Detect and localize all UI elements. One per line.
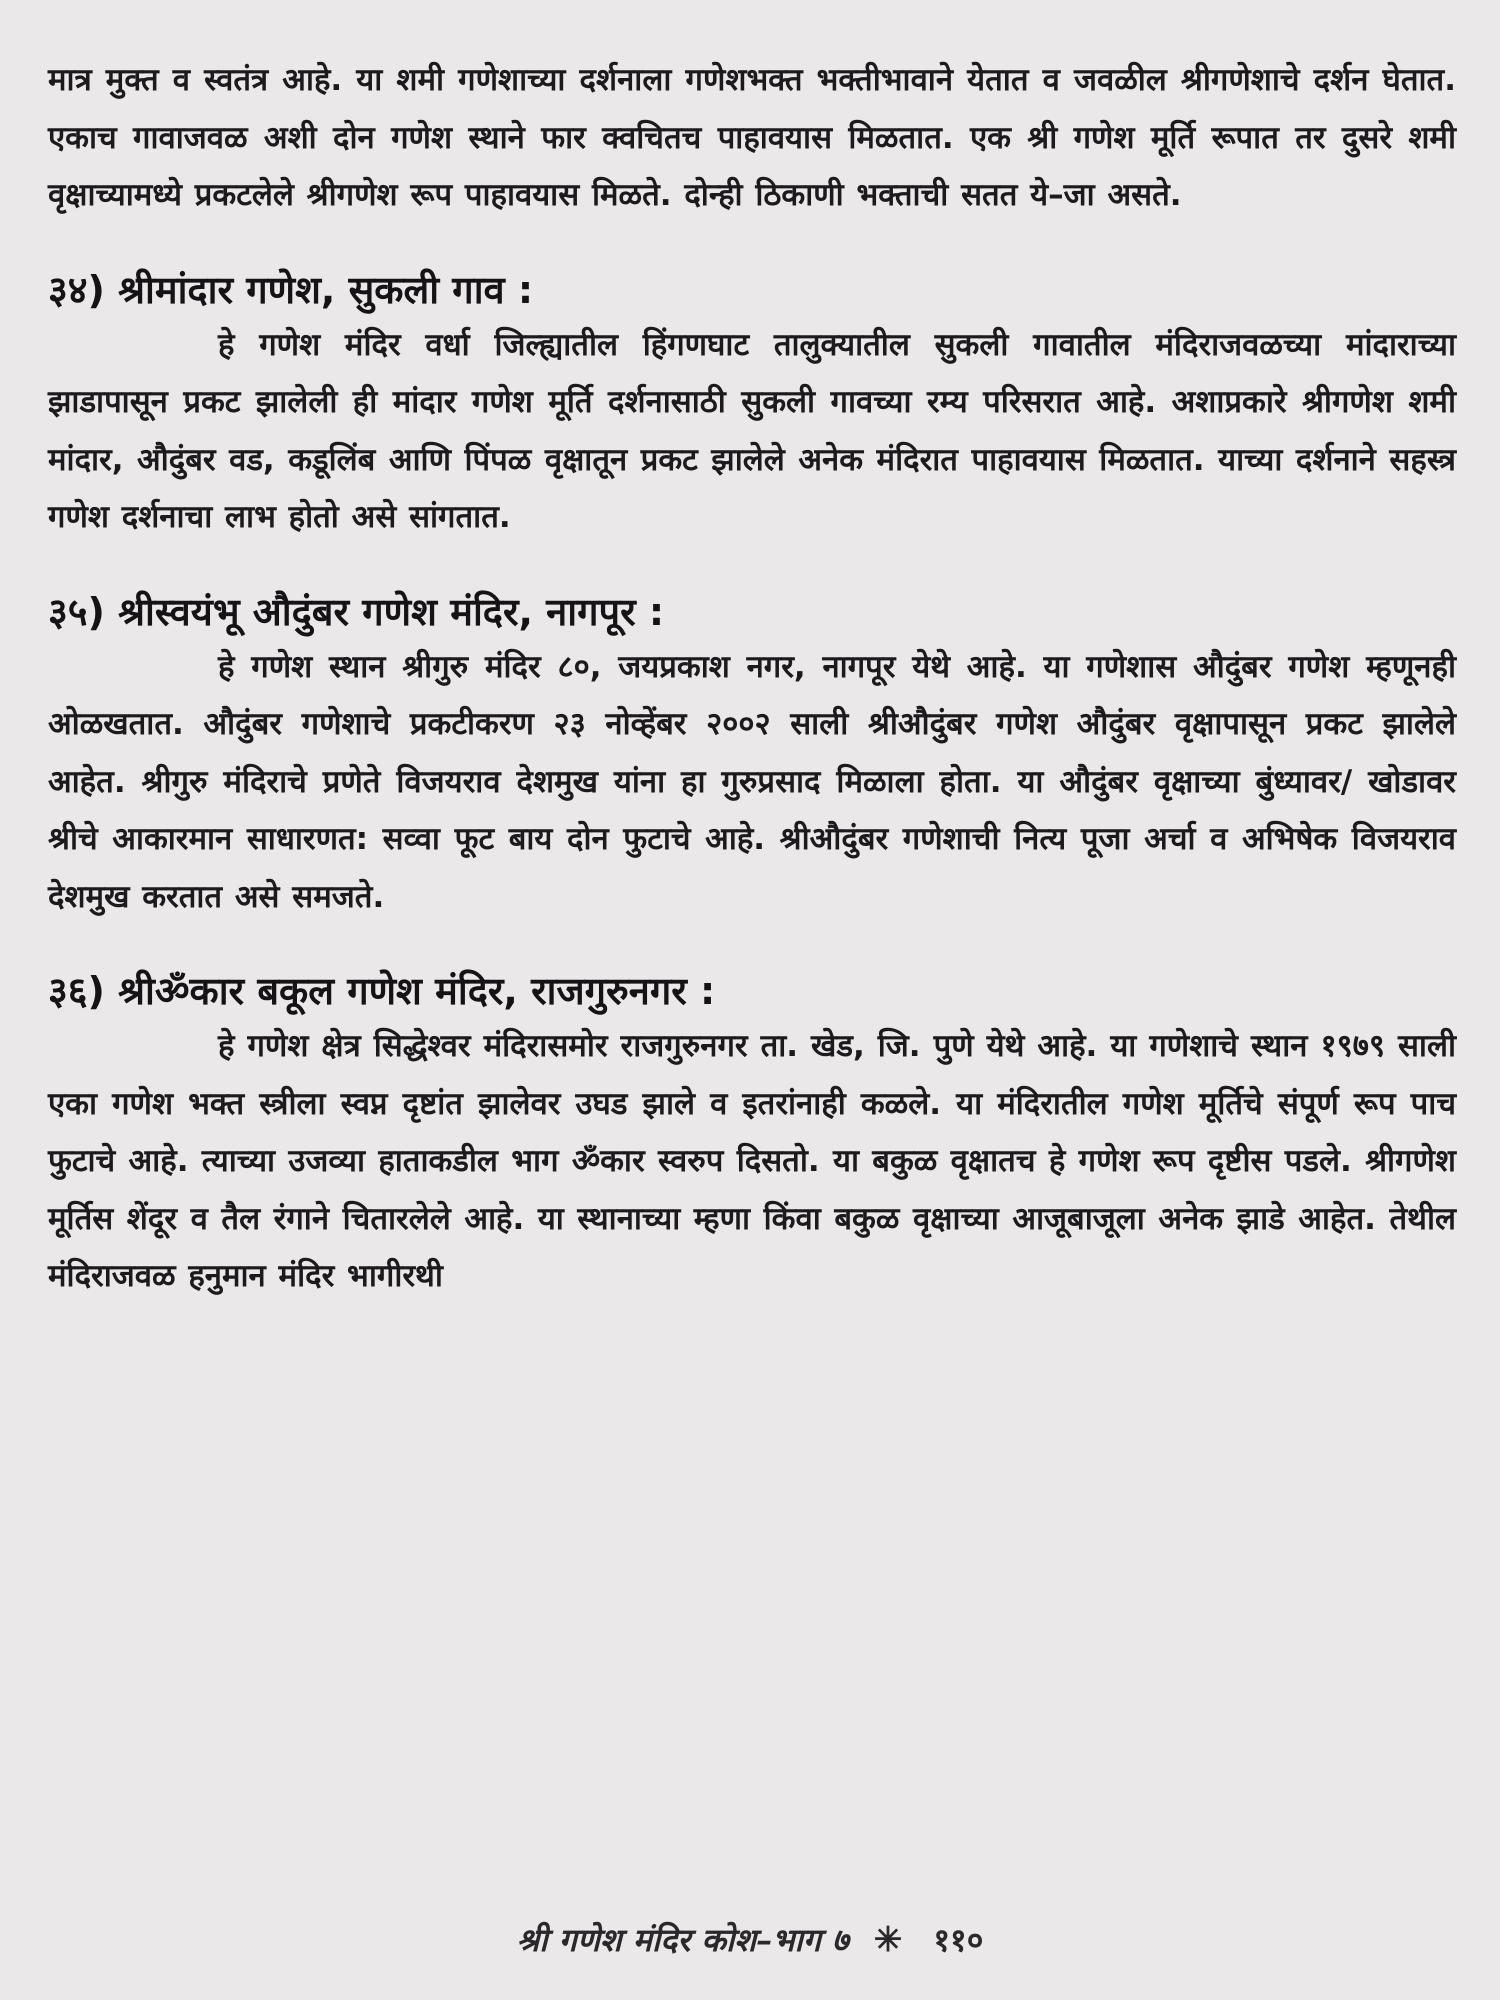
section-body-36: हे गणेश क्षेत्र सिद्धेश्वर मंदिरासमोर राजगुरुनगर ता. खेड, जि. पुणे येथे आहे. या गणेशाचे स्थान १९७९ साली एका गणेश भक्त स्त्रीला स्वप्न दृष्टांत झालेवर उघड झाले व इतरांनाही कळले. या मंदिरातील गणेश मूर्तिचे संपूर्ण रूप पाच फुटाचे आहे. त्याच्या उजव्या हाताकडील भाग ॐकार स्वरुप दिसतो. या बकुळ वृक्षातच हे गणेश रूप दृष्टीस पडले. श्रीगणेश मूर्तिस शेंदूर व तैल रंगाने चितारलेले आहे. या स्थानाच्या म्हणा किंवा बकुळ वृक्षाच्या आजूबाजूला अनेक झाडे आहेत. तेथील मंदिराजवळ हनुमान मंदिर भागीरथी — [48, 1028, 1457, 1294]
intro-paragraph: मात्र मुक्त व स्वतंत्र आहे. या शमी गणेशाच्या दर्शनाला गणेशभक्त भक्तीभावाने येतात व जवळील श्रीगणेशाचे दर्शन घेतात. एकाच गावाजवळ अशी दोन गणेश स्थाने फार क्वचितच पाहावयास मिळतात. एक श्री गणेश मूर्ति रूपात तर दुसरे शमी वृक्षाच्यामध्ये प्रकटलेले श्रीगणेश रूप पाहावयास मिळते. दोन्ही ठिकाणी भक्ताची सतत ये–जा असते. — [48, 62, 1456, 213]
section-body-35: हे गणेश स्थान श्रीगुरु मंदिर ८०, जयप्रकाश नगर, नागपूर येथे आहे. या गणेशास औदुंबर गणेश म्हणूनही ओळखतात. औदुंबर गणेशाचे प्रकटीकरण २३ नोव्हेंबर २००२ साली श्रीऔदुंबर गणेश औदुंबर वृक्षापासून प्रकट झालेले आहेत. श्रीगुरु मंदिराचे प्रणेते विजयराव देशमुख यांना हा गुरुप्रसाद मिळाला होता. या औदुंबर वृक्षाच्या बुंध्यावर/ खोडावर श्रीचे आकारमान साधारणत: सव्वा फूट बाय दोन फुटाचे आहे. श्रीऔदुंबर गणेशाची नित्य पूजा अर्चा व अभिषेक विजयराव देशमुख करतात असे समजते. — [48, 648, 1456, 915]
section-heading-34: ३४) श्रीमांदार गणेश, सुकली गाव : — [48, 267, 534, 312]
book-title: श्री गणेश मंदिर कोश–भाग ७ — [516, 1921, 849, 1959]
page-number: ११० — [933, 1921, 984, 1959]
section-body-34: हे गणेश मंदिर वर्धा जिल्ह्यातील हिंगणघाट तालुक्यातील सुकली गावातील मंदिराजवळच्या मांदाराच्या झाडापासून प्रकट झालेली ही मांदार गणेश मूर्ति दर्शनासाठी सुकली गावच्या रम्य परिसरात आहे. अशाप्रकारे श्रीगणेश शमी मांदार, औदुंबर वड, कडूलिंब आणि पिंपळ वृक्षातून प्रकट झालेले अनेक मंदिरात पाहावयास मिळतात. याच्या दर्शनाने सहस्त्र गणेश दर्शनाचा लाभ होतो असे सांगतात. — [48, 326, 1456, 535]
section-heading-35: ३५) श्रीस्वयंभू औदुंबर गणेश मंदिर, नागपूर : — [48, 589, 665, 634]
section-heading-36: ३६) श्रीॐकार बकूल गणेश मंदिर, राजगुरुनगर : — [48, 969, 716, 1013]
page-footer — [0, 1918, 1500, 1961]
ornament-star: ✳ — [873, 1920, 903, 1960]
